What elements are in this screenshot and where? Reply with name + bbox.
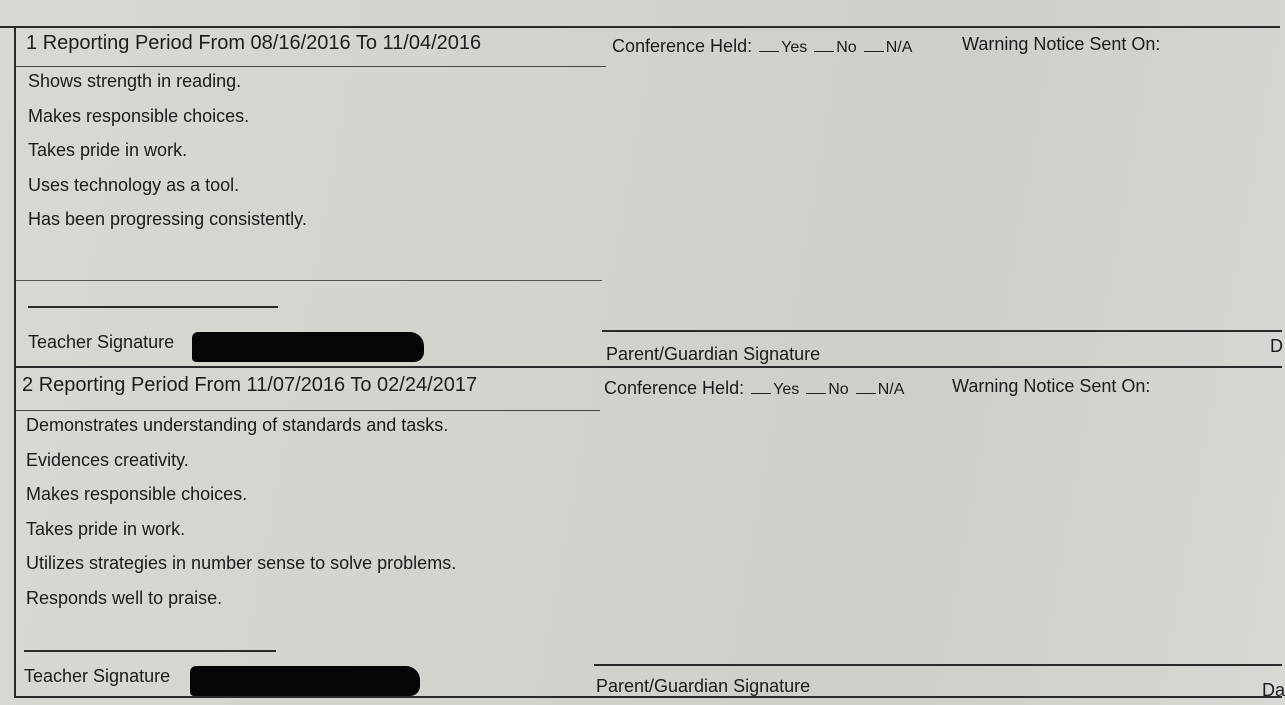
period-2-number: 2 — [22, 374, 34, 396]
no-blank — [814, 51, 834, 52]
redacted-signature — [190, 666, 420, 696]
period-2-parent-signature-line — [594, 664, 1282, 666]
period-2-warning-notice: Warning Notice Sent On: — [952, 376, 1151, 396]
period-2-clipped-date-label: Da — [1262, 680, 1285, 700]
period-2-conference-held — [604, 378, 904, 399]
comment-line: Uses technology as a tool. — [28, 174, 240, 195]
conference-option-na: N/A — [877, 381, 905, 398]
yes-blank — [759, 51, 779, 52]
comment-line: Makes responsible choices. — [26, 484, 248, 504]
yes-blank — [751, 393, 771, 394]
period-2-title-text: Reporting Period From 11/07/2016 To 02/24/2017 — [38, 374, 478, 396]
comment-line: Utilizes strategies in number sense to solve problems. — [26, 553, 457, 573]
period-1-clipped-date-label: D — [1270, 336, 1283, 356]
period-1-parent-signature-label: Parent/Guardian Signature — [606, 344, 821, 364]
period-2-comment-list — [26, 408, 456, 615]
no-blank — [806, 393, 826, 394]
period-2-teacher-signature-label: Teacher Signature — [24, 666, 171, 686]
period-2-parent-signature-label: Parent/Guardian Signature — [596, 676, 811, 696]
cut-off-header-row — [0, 0, 1280, 28]
period-1-number: 1 — [26, 32, 38, 54]
period-1-conference-held — [612, 36, 912, 57]
conference-label: Conference Held: — [604, 378, 745, 398]
period-1-comment-end-rule — [16, 280, 602, 281]
comment-line: Makes responsible choices. — [28, 105, 250, 126]
period-1-comment-list — [28, 64, 307, 237]
conference-option-no: No — [836, 39, 857, 56]
comment-line: Evidences creativity. — [26, 449, 189, 470]
na-blank — [864, 51, 884, 52]
period-1-parent-signature-line — [602, 330, 1282, 332]
conference-option-no: No — [828, 381, 849, 398]
period-1-teacher-signature-line — [28, 306, 278, 308]
conference-option-yes: Yes — [781, 39, 808, 56]
period-1-title — [26, 32, 481, 55]
period-1-warning-notice: Warning Notice Sent On: — [962, 34, 1161, 54]
conference-option-yes: Yes — [773, 381, 800, 398]
comment-line: Takes pride in work. — [28, 140, 188, 160]
period-1-title-text: Reporting Period From 08/16/2016 To 11/04/2016 — [42, 32, 482, 54]
period-1-teacher-signature-label: Teacher Signature — [28, 332, 175, 352]
na-blank — [856, 393, 876, 394]
comment-line: Demonstrates understanding of standards and tasks. — [26, 415, 449, 435]
reporting-period-2 — [14, 366, 1285, 700]
comment-line: Responds well to praise. — [26, 587, 223, 608]
comment-line: Has been progressing consistently. — [28, 209, 307, 229]
period-2-title — [22, 374, 477, 397]
comment-line: Takes pride in work. — [26, 518, 186, 539]
redacted-signature — [192, 332, 424, 362]
conference-option-na: N/A — [885, 39, 913, 56]
conference-label: Conference Held: — [612, 36, 753, 56]
period-2-teacher-signature-line — [24, 650, 276, 652]
comment-line: Shows strength in reading. — [28, 71, 242, 91]
reporting-period-1 — [14, 26, 1282, 368]
